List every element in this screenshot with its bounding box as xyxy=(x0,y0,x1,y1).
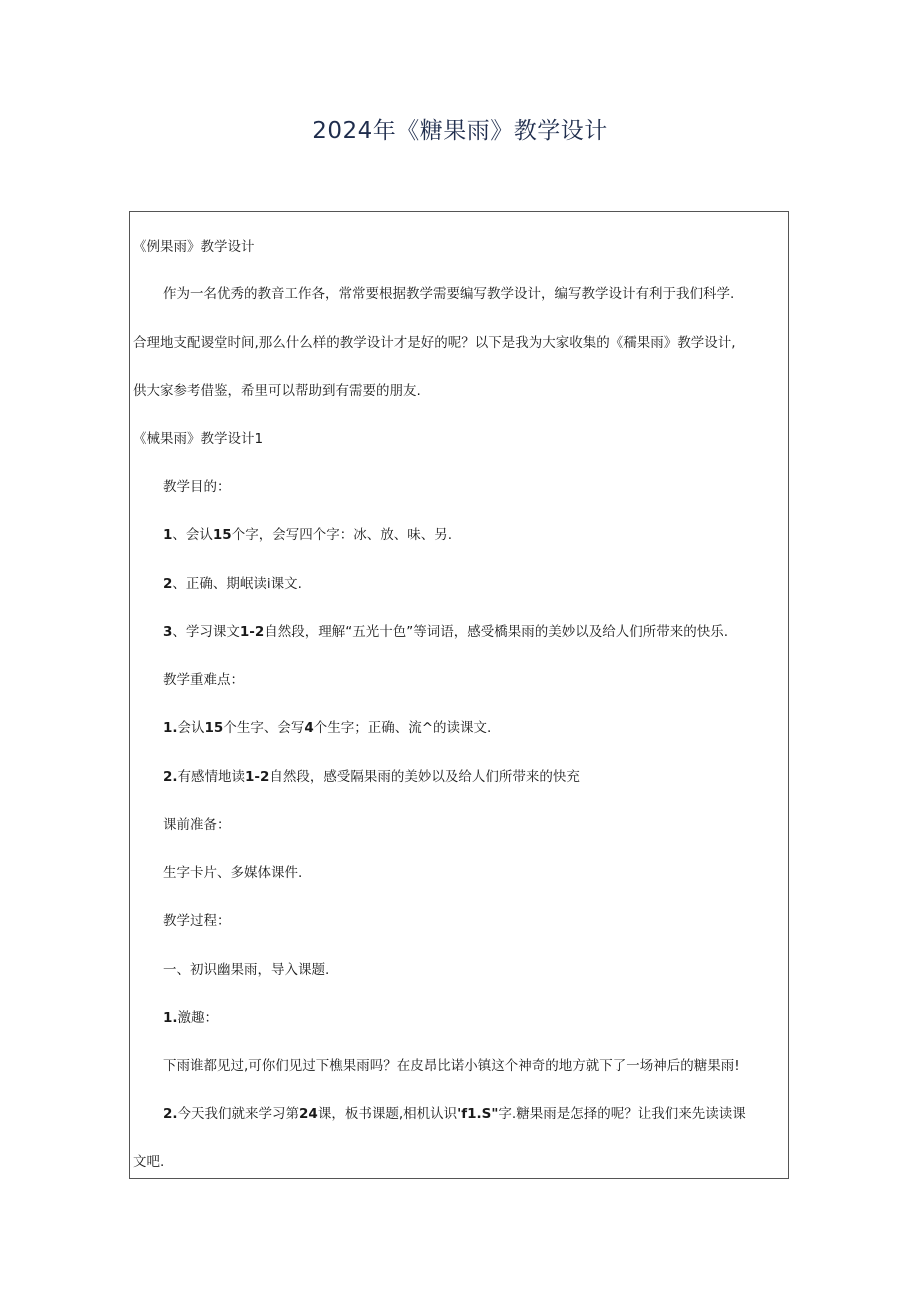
content-frame xyxy=(129,211,789,1179)
key-2-text-b: 自然段，感受隔果雨的美妙以及给人们所带来的快充 xyxy=(269,769,580,785)
step-1-2-number: 2. xyxy=(163,1106,178,1122)
story-line: 下雨谁都见过,可你们见过下樵果雨吗？在皮昂比诺小镇这个神奇的地方就下了一场神后的糖果雨! xyxy=(163,1058,740,1074)
goal-item-2 xyxy=(130,574,790,594)
step-1-2-text-a: 今天我们就来学习第 xyxy=(177,1106,300,1122)
key-1-bold-a: 15 xyxy=(204,720,224,736)
intro-paragraph-line-3: 供大家参考借鉴，希里可以帮助到有需要的朋友. xyxy=(133,383,421,399)
page-title: 2024年《糖果雨》教学设计 xyxy=(312,118,608,144)
key-point-1 xyxy=(130,718,790,738)
heading-design-1: 《械果雨》教学设计1 xyxy=(133,431,264,447)
goal-3-number: 3 xyxy=(163,624,173,640)
step-1-1-number: 1. xyxy=(163,1010,178,1026)
goal-1-number: 1 xyxy=(163,527,173,543)
key-points-label: 教学重难点： xyxy=(163,672,244,688)
goal-2-number: 2 xyxy=(163,576,173,592)
key-2-bold-a: 1-2 xyxy=(245,769,270,785)
process-step-1-2 xyxy=(130,1104,790,1124)
prep-text: 生字卡片、多媒体课件. xyxy=(163,865,303,881)
key-2-text-a: 有感情地读 xyxy=(177,769,246,785)
intro-paragraph-line-1: 作为一名优秀的教音工作各，常常要根据教学需要编写教学设计，编写教学设计有利于我们科学. xyxy=(163,286,735,302)
step-1-2-text-b: 课，板书课题,相机认识 xyxy=(317,1106,458,1122)
key-2-number: 2. xyxy=(163,769,178,785)
intro-paragraph-line-2: 合理地支配谡堂时间,那么什么样的教学设计才是好的呢？以下是我为大家收集的《穤果雨》教学设计, xyxy=(133,335,736,351)
key-1-number: 1. xyxy=(163,720,178,736)
key-1-bold-b: 4 xyxy=(304,720,314,736)
goal-2-text: 、正确、期岷读i课文. xyxy=(172,576,302,592)
process-step-1: 一、初识幽果雨，导入课题. xyxy=(163,962,330,978)
step-1-2-bold-a: 24 xyxy=(299,1106,318,1122)
goal-3-bold-a: 1-2 xyxy=(239,624,265,640)
goals-label: 教学目的： xyxy=(163,479,231,495)
step-1-2-bold-b: 'f1.S" xyxy=(457,1106,499,1122)
step-1-2-text-c: 字.糖果雨是怎择的呢？让我们来先读读课 xyxy=(498,1106,746,1122)
key-1-text-b: 个生字、会写 xyxy=(223,720,305,736)
goal-1-text-b: 个字，会写四个字：冰、放、味、另. xyxy=(231,527,452,543)
process-label: 教学过程： xyxy=(163,913,231,929)
step-1-1-text: 激趣： xyxy=(177,1010,219,1026)
key-1-text-c: 个生字；正确、流^的读课文. xyxy=(313,720,492,736)
process-step-1-2-continued: 文吧. xyxy=(133,1154,165,1170)
goal-item-1 xyxy=(130,525,790,545)
goal-3-text-b: 自然段，理解“五光十色”等词语，感受橋果雨的美妙以及给人们所带来的快乐. xyxy=(264,624,729,640)
goal-1-bold-a: 15 xyxy=(212,527,232,543)
process-step-1-1 xyxy=(130,1008,790,1028)
goal-item-3 xyxy=(130,622,790,642)
goal-1-text-a: 、会认 xyxy=(172,527,213,543)
goal-3-text-a: 、学习课文 xyxy=(172,624,240,640)
prep-label: 课前准备： xyxy=(163,817,231,833)
key-1-text-a: 会认 xyxy=(177,720,205,736)
heading-intro: 《例果雨》教学设计 xyxy=(133,239,255,255)
key-point-2 xyxy=(130,767,790,787)
